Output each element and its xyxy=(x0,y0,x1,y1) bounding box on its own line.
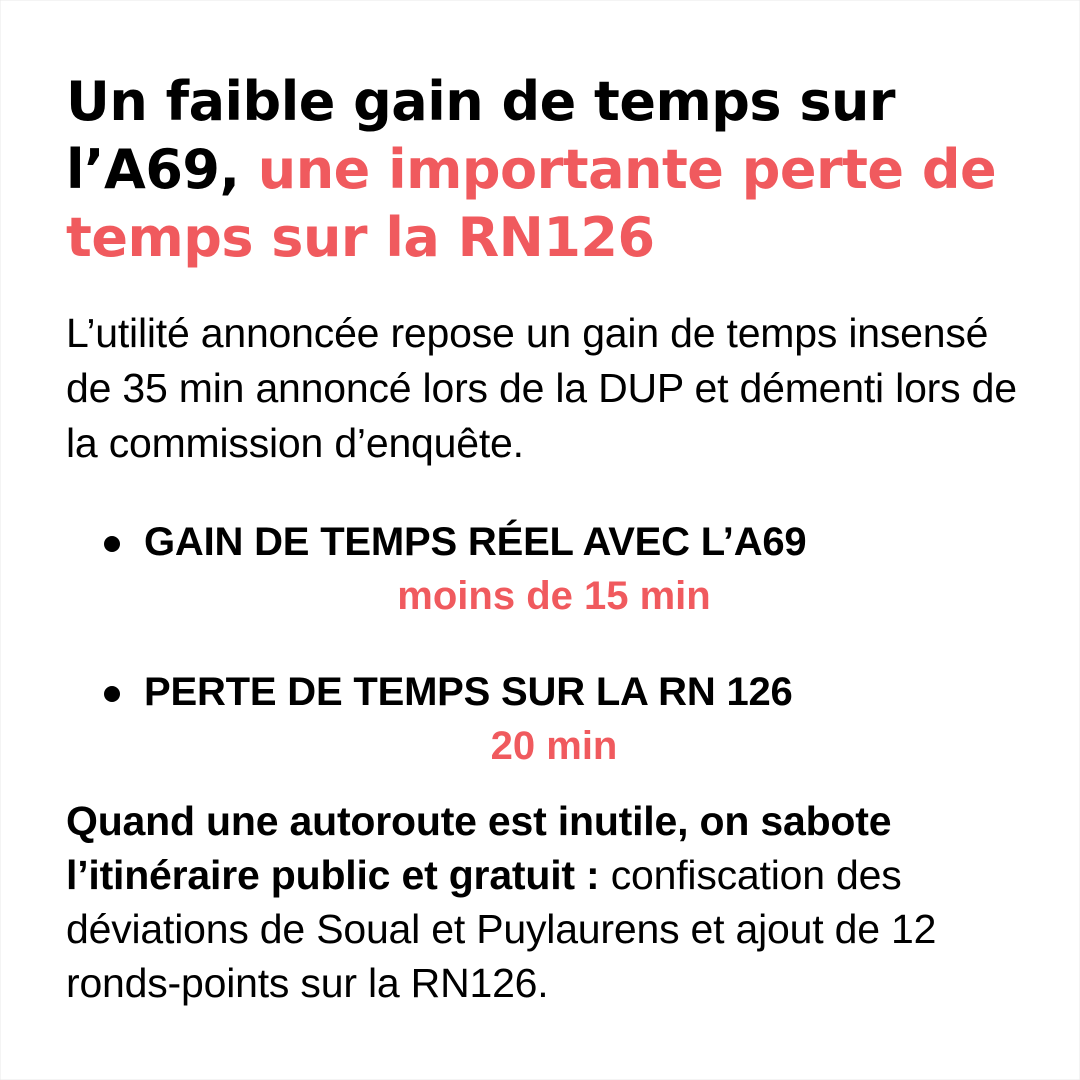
conclusion-paragraph xyxy=(66,794,1026,1010)
bullet-heading: GAIN DE TEMPS RÉEL AVEC L’A69 xyxy=(144,520,807,564)
bullet-icon xyxy=(104,536,120,552)
bullet-icon xyxy=(104,686,120,702)
intro-paragraph: L’utilité annoncée repose un gain de temps insensé de 35 min annoncé lors de la DUP et démenti lors de la commission d’enquête. xyxy=(66,310,1017,466)
list-item xyxy=(104,514,1004,622)
bullet-value: moins de 15 min xyxy=(397,574,711,618)
conclusion-bold: Quand une autoroute est inutile, on sabote l’itinéraire public et gratuit : xyxy=(66,798,892,898)
headline xyxy=(66,68,1026,272)
headline-part-1: Un faible gain de temps sur l’A69, xyxy=(66,70,896,201)
conclusion-regular: confiscation des déviations de Soual et Puylaurens et ajout de 12 ronds-points sur la RN126. xyxy=(66,852,937,1006)
key-figures-list xyxy=(104,514,1004,772)
bullet-heading: PERTE DE TEMPS SUR LA RN 126 xyxy=(144,670,793,714)
list-item xyxy=(104,664,1004,772)
headline-part-2-accent: une importante perte de temps sur la RN126 xyxy=(66,138,997,269)
bullet-value: 20 min xyxy=(490,724,618,768)
